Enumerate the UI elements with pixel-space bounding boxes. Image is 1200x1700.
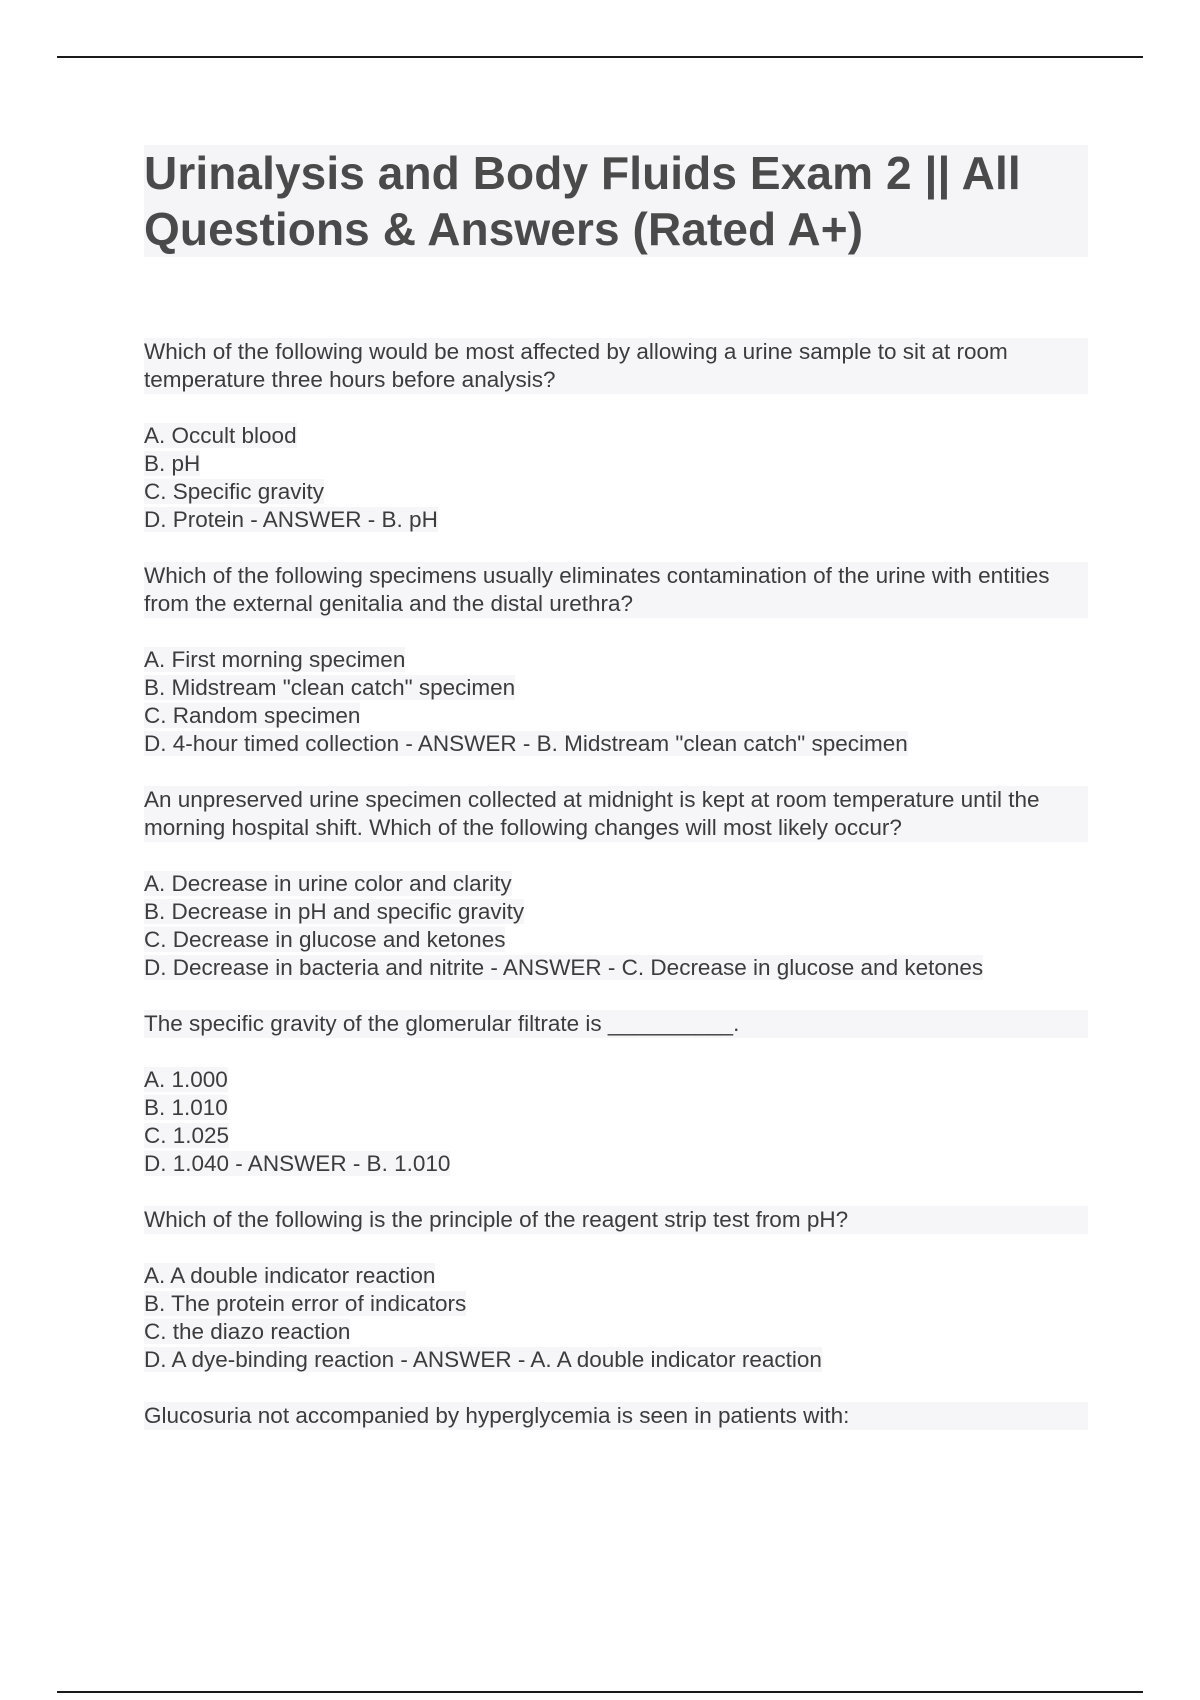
question-item (144, 1010, 1088, 1178)
option-text: A. A double indicator reaction (144, 1263, 436, 1288)
question-stem: Which of the following is the principle of the reagent strip test from pH? (144, 1206, 1088, 1234)
option-text: D. A dye-binding reaction - ANSWER - A. A double indicator reaction (144, 1347, 822, 1372)
option-item (144, 1290, 1088, 1318)
option-item (144, 1066, 1088, 1094)
option-text: B. pH (144, 451, 201, 476)
option-item (144, 1094, 1088, 1122)
option-text: B. Decrease in pH and specific gravity (144, 899, 525, 924)
option-item (144, 1318, 1088, 1346)
option-item (144, 898, 1088, 926)
question-item (144, 338, 1088, 534)
option-text: D. 4-hour timed collection - ANSWER - B. Midstream "clean catch" specimen (144, 731, 908, 756)
option-item (144, 674, 1088, 702)
option-item (144, 450, 1088, 478)
option-item (144, 422, 1088, 450)
option-list (144, 870, 1088, 982)
option-text: D. Decrease in bacteria and nitrite - ANSWER - C. Decrease in glucose and ketones (144, 955, 984, 980)
question-list (144, 338, 1088, 1458)
option-item (144, 1262, 1088, 1290)
option-item (144, 926, 1088, 954)
option-item (144, 1150, 1088, 1178)
option-text: D. Protein - ANSWER - B. pH (144, 507, 438, 532)
question-item (144, 1206, 1088, 1374)
question-stem: An unpreserved urine specimen collected at midnight is kept at room temperature until the morning hospital shift. Which of the following changes will most likely occur? (144, 786, 1088, 842)
option-item (144, 1346, 1088, 1374)
option-text: C. 1.025 (144, 1123, 230, 1148)
option-text: D. 1.040 - ANSWER - B. 1.010 (144, 1151, 451, 1176)
option-list (144, 1262, 1088, 1374)
option-item (144, 646, 1088, 674)
question-stem: The specific gravity of the glomerular filtrate is __________. (144, 1010, 1088, 1038)
option-text: C. the diazo reaction (144, 1319, 351, 1344)
option-text: A. First morning specimen (144, 647, 406, 672)
question-stem: Which of the following would be most affected by allowing a urine sample to sit at room temperature three hours before analysis? (144, 338, 1088, 394)
option-item (144, 1122, 1088, 1150)
option-list (144, 1066, 1088, 1178)
option-item (144, 506, 1088, 534)
document-title: Urinalysis and Body Fluids Exam 2 || All Questions & Answers (Rated A+) (144, 147, 1021, 255)
title-block (144, 145, 1088, 257)
question-item (144, 786, 1088, 982)
option-item (144, 954, 1088, 982)
option-item (144, 478, 1088, 506)
option-text: C. Specific gravity (144, 479, 325, 504)
option-text: A. Decrease in urine color and clarity (144, 871, 512, 896)
option-text: B. Midstream "clean catch" specimen (144, 675, 516, 700)
option-text: C. Random specimen (144, 703, 361, 728)
option-item (144, 730, 1088, 758)
option-text: B. The protein error of indicators (144, 1291, 467, 1316)
option-list (144, 646, 1088, 758)
option-text: A. Occult blood (144, 423, 297, 448)
option-item (144, 702, 1088, 730)
top-divider (57, 56, 1143, 58)
question-stem: Which of the following specimens usually eliminates contamination of the urine with entities from the external genitalia and the distal urethra? (144, 562, 1088, 618)
option-list (144, 422, 1088, 534)
option-item (144, 870, 1088, 898)
option-text: A. 1.000 (144, 1067, 228, 1092)
option-text: C. Decrease in glucose and ketones (144, 927, 506, 952)
question-item (144, 562, 1088, 758)
question-stem: Glucosuria not accompanied by hyperglycemia is seen in patients with: (144, 1402, 1088, 1430)
question-item (144, 1402, 1088, 1430)
option-text: B. 1.010 (144, 1095, 228, 1120)
bottom-divider (57, 1691, 1143, 1693)
